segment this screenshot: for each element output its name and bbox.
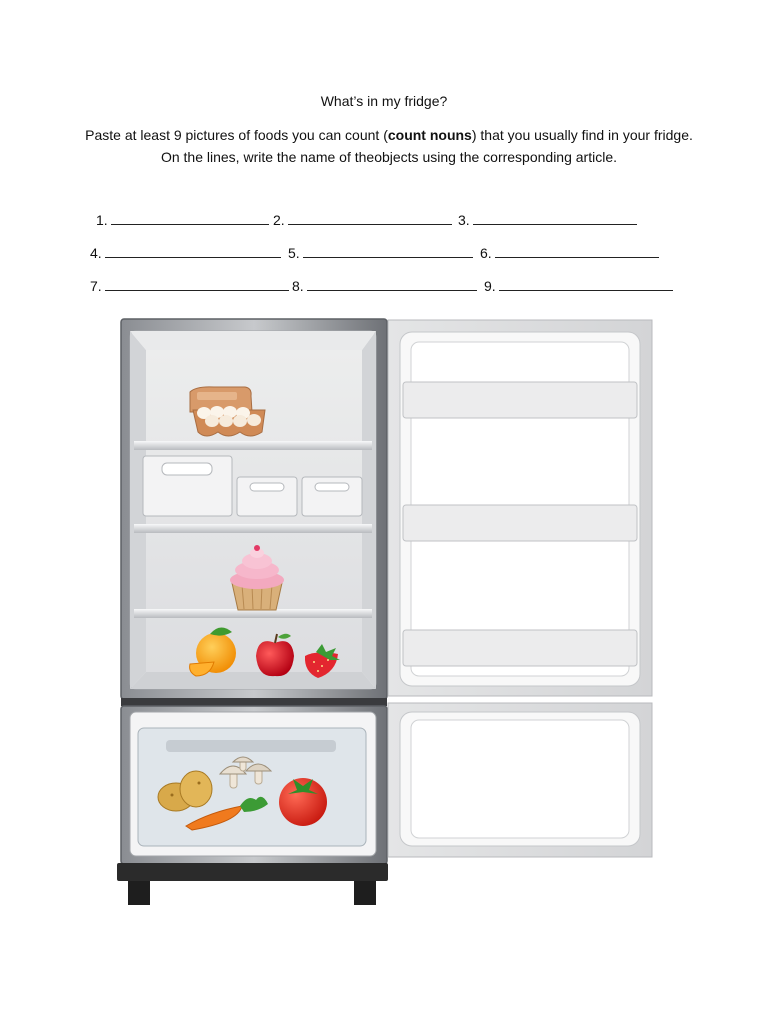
blank-label: 3. — [458, 212, 470, 228]
fridge-foot — [128, 881, 150, 905]
door-shelf — [403, 505, 637, 541]
blank-label: 1. — [96, 212, 108, 228]
blank-label: 4. — [90, 245, 102, 261]
blank-label: 7. — [90, 278, 102, 294]
fridge-lower-door — [388, 703, 652, 857]
door-shelf — [403, 630, 637, 666]
fridge-foot — [354, 881, 376, 905]
fridge-shelf — [134, 441, 372, 450]
blank-label: 2. — [273, 212, 285, 228]
blank-label: 8. — [292, 278, 304, 294]
fridge-lower-compartment — [121, 706, 387, 864]
instructions-text-1: Paste at least 9 pictures of foods you can count ( — [85, 127, 388, 143]
blank-label: 6. — [480, 245, 492, 261]
fridge-upper-compartment — [121, 319, 387, 699]
blank-label: 5. — [288, 245, 300, 261]
tomato-image — [279, 778, 327, 826]
instructions-text-2: ) that you usually find in your fridge. On the lines, write the name of theobjects using the corresponding article. — [160, 127, 693, 165]
instructions-bold: count nouns — [387, 127, 472, 143]
fridge-base — [117, 863, 388, 881]
blank-label: 9. — [484, 278, 496, 294]
door-shelf — [403, 382, 637, 418]
worksheet-title: What’s in my fridge? — [320, 93, 448, 109]
fridge-shelf — [134, 524, 372, 533]
fridge-upper-door — [388, 320, 652, 696]
